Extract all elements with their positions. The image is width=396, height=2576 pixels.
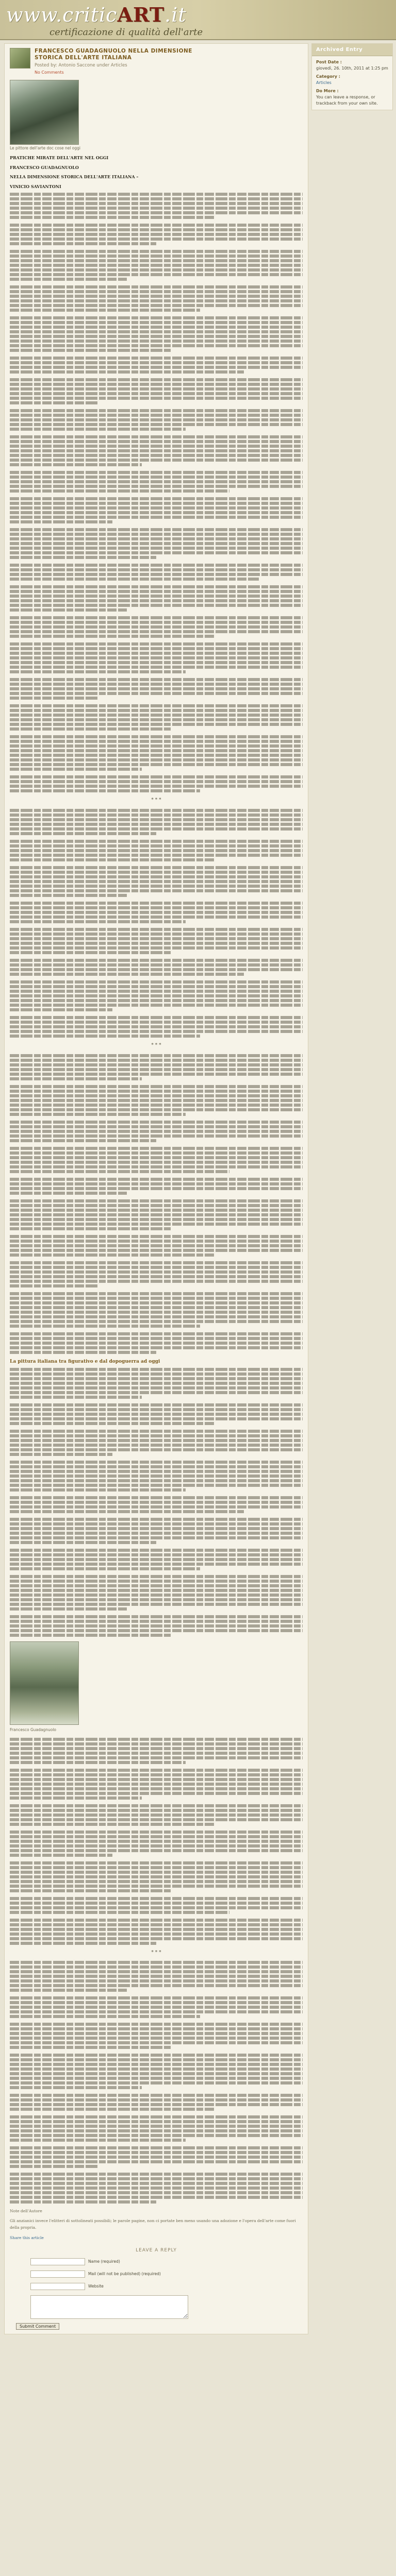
- paragraph-block: [10, 1996, 303, 2018]
- post-thumbnail-image: [10, 48, 30, 69]
- name-row: [30, 2258, 303, 2265]
- mail-input[interactable]: [30, 2270, 85, 2278]
- paragraph-block: [10, 1961, 303, 1992]
- subtitle-heading: NELLA DIMENSIONE STORICA DELL'ARTE ITALIANA –: [10, 174, 139, 180]
- paragraph-block: [10, 497, 303, 523]
- portrait-caption: Francesco Guadagnuolo: [10, 1727, 56, 1733]
- paragraph-block: [10, 1085, 303, 1116]
- share-link[interactable]: Share this article: [10, 2235, 44, 2241]
- post-header: [10, 48, 303, 75]
- paragraph-block: [10, 224, 303, 245]
- site-header: [0, 0, 396, 40]
- name-label: Name (required): [88, 2259, 120, 2264]
- paragraph-block: [10, 1368, 303, 1399]
- archived-entry-title: Archived Entry: [312, 44, 392, 56]
- post-meta: Posted by: Antonio Saccone under Articles: [35, 63, 127, 68]
- paragraph-block: [10, 980, 303, 1011]
- paragraph-block: [10, 1147, 303, 1173]
- post-artwork-image: [10, 80, 79, 145]
- site-logo[interactable]: [6, 3, 187, 26]
- paragraph-block: [10, 1919, 303, 1945]
- paragraph-block: [10, 1615, 303, 1637]
- paragraph-block: [10, 902, 303, 923]
- paragraph-block: [10, 409, 303, 431]
- paragraph-block: [10, 1332, 303, 1354]
- paragraph-block: [10, 866, 303, 897]
- paragraph-block: [10, 250, 303, 281]
- post-body: [10, 155, 303, 2242]
- paragraph-block: [10, 357, 303, 374]
- paragraph-block: [10, 1861, 303, 1892]
- logo-suffix: .it: [164, 4, 187, 26]
- section-heading: La pittura italiana tra figurativo e dal dopoguerra ad oggi: [10, 1359, 160, 1364]
- paragraph-block: [10, 1461, 303, 1492]
- paragraph-block: [10, 1575, 303, 1611]
- paragraph-block: [10, 435, 303, 466]
- post-title-line2: STORICA DELL'ARTE ITALIANA: [35, 55, 132, 61]
- section-separator: * * *: [151, 1042, 161, 1048]
- sidebar: [311, 43, 393, 110]
- do-more-label: Do More :: [316, 89, 339, 93]
- site-tagline: certificazione di qualità dell'arte: [50, 27, 203, 38]
- website-input[interactable]: [30, 2283, 85, 2290]
- paragraph-block: [10, 704, 303, 731]
- paragraph-block: [10, 471, 303, 493]
- category-link[interactable]: Articles: [316, 80, 332, 85]
- section-separator: * * *: [151, 798, 161, 803]
- category-label: Category :: [316, 74, 340, 79]
- paragraph-block: [10, 564, 303, 581]
- paragraph-block: [10, 678, 303, 700]
- paragraph-block: [10, 378, 303, 404]
- paragraph-block: [10, 959, 303, 976]
- paragraph-block: [10, 1430, 303, 1456]
- paragraph-block: [10, 1496, 303, 1513]
- paragraph-block: [10, 2023, 303, 2049]
- comments-link[interactable]: No Comments: [35, 70, 64, 75]
- do-more-text: You can leave a response, or trackback from your own site.: [316, 95, 378, 106]
- website-label: Website: [88, 2284, 104, 2289]
- paragraph-block: [10, 775, 303, 792]
- post-date-value: giovedì, 26. 10th, 2011 at 1:25 pm: [316, 66, 388, 71]
- paragraph-block: [10, 809, 303, 835]
- paragraph-block: [10, 1261, 303, 1287]
- submit-comment-button[interactable]: Submit Comment: [16, 2323, 59, 2330]
- post-date-label: Post Date :: [316, 60, 342, 64]
- post-title-line1: FRANCESCO GUADAGNUOLO NELLA DIMENSIONE: [35, 48, 192, 54]
- paragraph-block: [10, 1054, 303, 1080]
- paragraph-block: [10, 928, 303, 954]
- image-caption: Le pittore dell'arte doc cose nel oggi: [10, 146, 81, 150]
- mail-label: Mail (will not be published) (required): [88, 2272, 161, 2277]
- comment-textarea[interactable]: [30, 2295, 188, 2319]
- artist-portrait-image: [10, 1641, 79, 1725]
- paragraph-block: [10, 735, 303, 771]
- intro-heading: PRATICHE MIRATE DELL'ARTE NEL OGGI: [10, 155, 109, 160]
- paragraph-block: [10, 1235, 303, 1257]
- paragraph-block: [10, 2054, 303, 2089]
- paragraph-block: [10, 642, 303, 673]
- mail-row: [30, 2270, 303, 2278]
- leave-reply-heading: LEAVE A REPLY: [136, 2247, 177, 2253]
- paragraph-block: [10, 1199, 303, 1230]
- section-separator: * * *: [151, 1950, 161, 1955]
- logo-prefix: www.: [6, 4, 63, 26]
- website-row: [30, 2283, 303, 2290]
- paragraph-block: [10, 1804, 303, 1826]
- name-input[interactable]: [30, 2258, 85, 2265]
- paragraph-block: [10, 1016, 303, 1038]
- closing-note-text: Gli anzianici invece l'elitteri di sottolineati possibili; le parole pagine, non ci portate ben meno usando una adozione e l'opera dell'arte come fuori della propria.: [10, 2218, 296, 2230]
- paragraph-block: [10, 2173, 303, 2204]
- paragraph-block: [10, 1518, 303, 1544]
- paragraph-block: [10, 1831, 303, 1857]
- paragraph-block: [10, 616, 303, 638]
- paragraph-block: [10, 1738, 303, 1764]
- paragraph-block: [10, 585, 303, 612]
- artist-name-heading: FRANCESCO GUADAGNUOLO: [10, 164, 79, 170]
- post-main: [4, 43, 308, 2334]
- paragraph-block: [10, 1403, 303, 1425]
- logo-mid: critic: [62, 4, 118, 26]
- author-heading: VINICIO SAVIANTONI: [10, 183, 61, 189]
- paragraph-block: [10, 1769, 303, 1800]
- paragraph-block: [10, 1292, 303, 1328]
- paragraph-block: [10, 2094, 303, 2111]
- closing-note-title: Note dell'Autore: [10, 2209, 42, 2214]
- paragraph-block: [10, 840, 303, 861]
- paragraph-block: [10, 1178, 303, 1195]
- paragraph-block: [10, 1897, 303, 1914]
- paragraph-block: [10, 2115, 303, 2142]
- archived-entry-info: [312, 56, 392, 110]
- paragraph-block: [10, 316, 303, 352]
- post-title[interactable]: [35, 48, 192, 61]
- paragraph-block: [10, 285, 303, 312]
- paragraph-block: [10, 1121, 303, 1142]
- comment-row: [30, 2295, 303, 2319]
- paragraph-block: [10, 1549, 303, 1570]
- logo-brand: ART: [117, 3, 165, 26]
- paragraph-block: [10, 2146, 303, 2168]
- paragraph-block: [10, 193, 303, 219]
- paragraph-block: [10, 528, 303, 559]
